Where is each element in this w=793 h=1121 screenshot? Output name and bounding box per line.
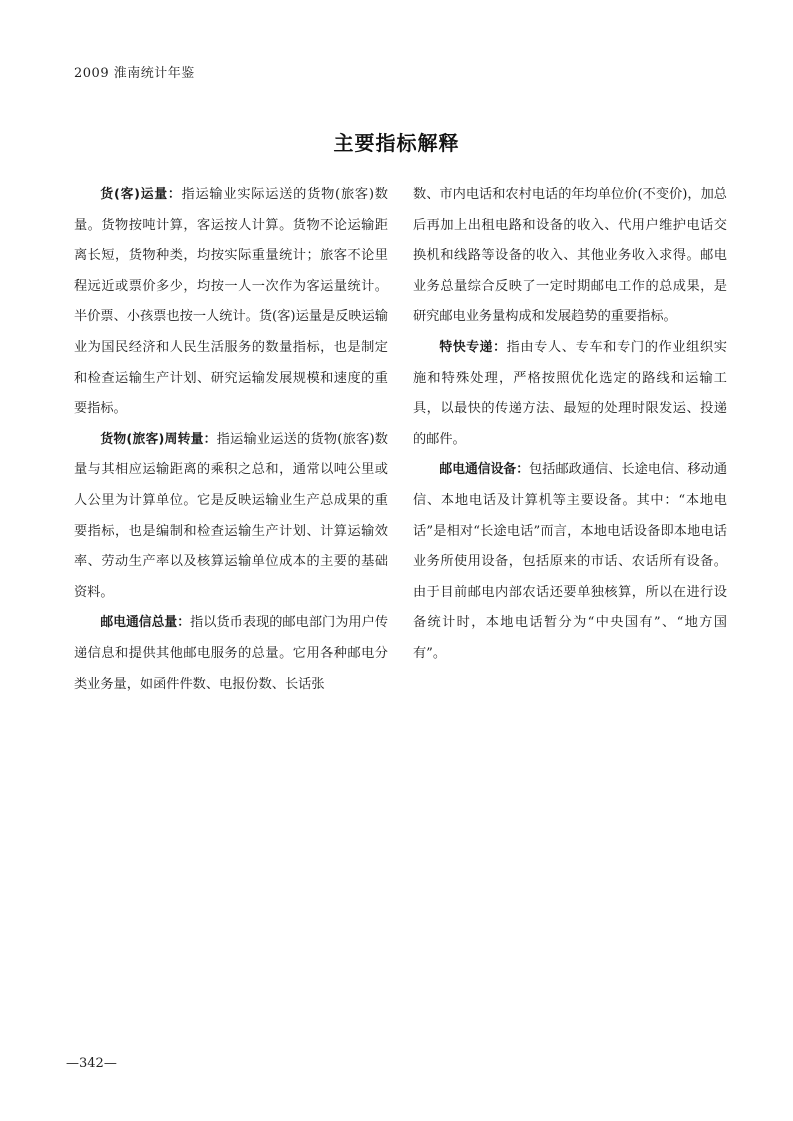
paragraph-postal-total-continued <box>413 180 727 333</box>
paragraph-postal-total <box>74 608 388 700</box>
term-freight-volume: 货(客)运量： <box>100 187 182 202</box>
page-number: —342— <box>66 1056 117 1071</box>
paragraph-turnover <box>74 425 388 609</box>
left-column <box>74 180 388 700</box>
term-turnover: 货物(旅客)周转量： <box>100 431 217 447</box>
definition-freight-volume: 指运输业实际运送的货物(旅客)数量。货物按吨计算，客运按人计算。货物不论运输距离长短，货物种类，均按实际重量统计；旅客不论里程远近或票价多少，均按一人一次作为客运量统计。半价票、小孩票也按一人统计。货(客)运量是反映运输业为国民经济和人民生活服务的数量指标，也是制定和检查运输生产计划、研究运输发展规模和速度的重要指标。 <box>74 187 388 417</box>
paragraph-freight-volume <box>74 180 388 425</box>
right-column <box>413 180 727 670</box>
definition-postal-total-continued: 数、市内电话和农村电话的年均单位价(不变价)，加总后再加上出租电路和设备的收入、代用户维护电话交换机和线路等设备的收入、其他业务收入求得。邮电业务总量综合反映了一定时期邮电工作的总成果，是研究邮电业务量构成和发展趋势的重要指标。 <box>413 187 727 325</box>
paragraph-telecom-equipment <box>413 455 727 669</box>
paragraph-express-mail <box>413 333 727 455</box>
term-postal-total: 邮电通信总量： <box>100 615 191 631</box>
definition-postal-total: 指以货币表现的邮电部门为用户传递信息和提供其他邮电服务的总量。它用各种邮电分类业务量，如函件件数、电报份数、长话张 <box>74 615 389 692</box>
definition-telecom-equipment: 包括邮政通信、长途电信、移动通信、本地电话及计算机等主要设备。其中：“本地电话”是相对“长途电话”而言，本地电话设备即本地电话业务所使用设备，包括原来的市话、农话所有设备。由于目前邮电内部农话还要单独核算，所以在进行设备统计时，本地电话暂分为“中央国有”、“地方国有”。 <box>413 462 728 661</box>
page-title: 主要指标解释 <box>333 131 460 155</box>
term-express-mail: 特快专递： <box>439 339 507 355</box>
running-header: 2009 淮南统计年鉴 <box>74 66 195 81</box>
definition-turnover: 指运输业运送的货物(旅客)数量与其相应运输距离的乘积之总和，通常以吨公里或人公里为计算单位。它是反映运输业生产总成果的重要指标，也是编制和检查运输生产计划、计算运输效率、劳动生产率以及核算运输单位成本的主要的基础资料。 <box>74 431 388 600</box>
definition-express-mail: 指由专人、专车和专门的作业组织实施和特殊处理，严格按照优化选定的路线和运输工具，以最快的传递方法、最短的处理时限发运、投递的邮件。 <box>413 339 727 447</box>
term-telecom-equipment: 邮电通信设备： <box>439 462 530 478</box>
